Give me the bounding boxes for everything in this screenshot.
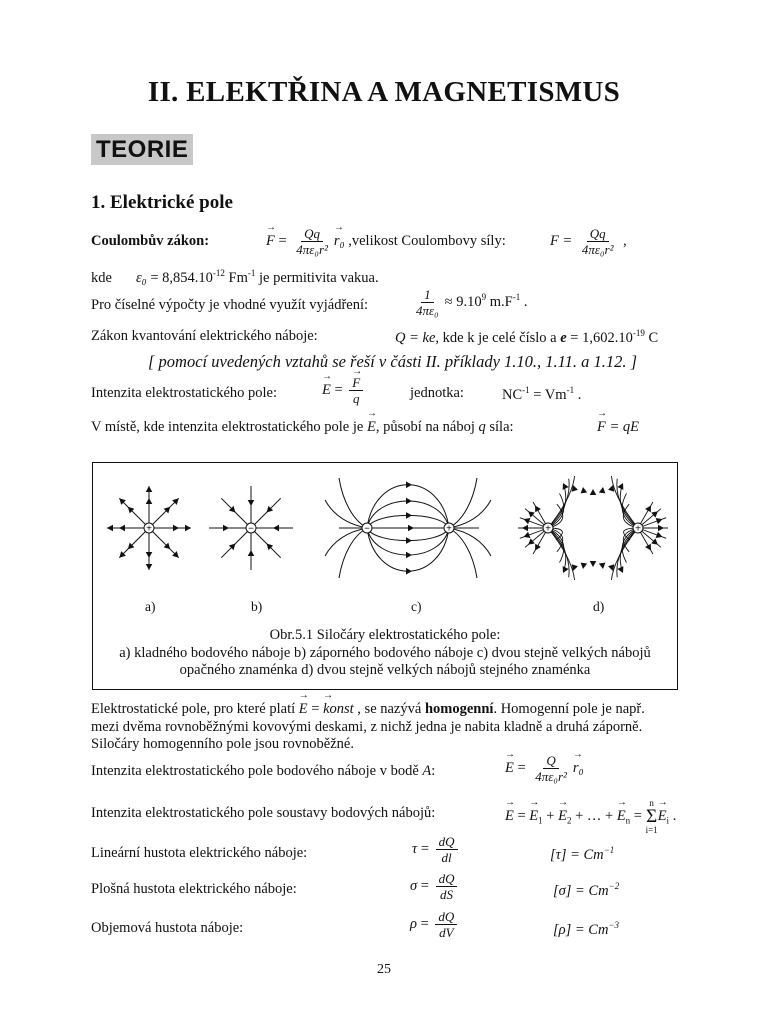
arrow-d-bottom	[581, 563, 588, 569]
dipole-outer-line	[339, 478, 367, 528]
arrow-b	[248, 500, 255, 506]
linear-text: Lineární hustota elektrického náboje:	[91, 845, 308, 861]
volume-text: Objemová hustota náboje:	[91, 920, 244, 936]
figure-caption-3: opačného znaménka d) dvou stejně velkých nábojů stejného znaménka	[179, 662, 591, 678]
like-charges-field	[518, 476, 668, 580]
arrow-a-end	[107, 525, 113, 532]
field-line-a	[119, 528, 149, 558]
arrow-d	[651, 511, 658, 517]
arrow-c	[406, 552, 412, 559]
dipole-inner-line	[367, 528, 449, 571]
arrow-a	[146, 552, 153, 558]
arrow-d-bottom	[563, 566, 569, 573]
charge-negative-b-sign: −	[248, 523, 254, 535]
arrow-d-top	[581, 487, 588, 493]
force-text: V místě, kde intenzita elektrostatického pole je → E, působí na náboj q síla:	[91, 419, 514, 436]
field-line-b	[251, 528, 281, 558]
dipole-inner-line	[367, 485, 449, 528]
field-line-b	[251, 498, 281, 528]
pane-label-b: b)	[251, 599, 263, 614]
quant-formula: Q = ke, kde k je celé číslo a $e = 1,602.10^{-19}$ C	[395, 328, 659, 346]
page-title: II. ELEKTŘINA A MAGNETISMUS	[147, 76, 621, 108]
field-line-b	[221, 528, 251, 558]
arrow-d-bottom	[599, 563, 606, 569]
section-heading: 1. Elektrické pole	[91, 192, 233, 213]
volume-unit: $[\rho] = Cm^{-3}$	[553, 920, 620, 938]
intensity-unit: $NC^{-1} = Vm^{-1}$ .	[502, 385, 582, 403]
arrow-a-end	[146, 486, 153, 492]
pane-label-a: a)	[145, 599, 156, 614]
pane-label-c: c)	[411, 599, 422, 614]
intensity-text: Intenzita elektrostatického pole:	[91, 385, 278, 401]
permittivity-line: kde $\varepsilon_0 = 8,854.10^{-12}$ $Fm^{-1}$ je permitivita vakua.	[91, 268, 379, 286]
intensity-formula: → E = → $\frac{F}{q}$	[322, 375, 366, 406]
arrow-d-bottom	[617, 566, 623, 573]
quant-text: Zákon kvantování elektrického náboje:	[91, 328, 318, 344]
arrow-c	[406, 498, 412, 505]
arrow-a-end	[185, 525, 191, 532]
arrow-d	[528, 538, 535, 544]
dipole-outer-line	[449, 478, 477, 528]
arrow-b	[273, 525, 279, 532]
coulomb-label: Coulombův zákon:	[91, 233, 210, 249]
arrow-d-top	[563, 483, 569, 490]
arrow-a	[119, 525, 125, 532]
dipole-outer-line	[339, 528, 367, 578]
negative-charge-field	[209, 486, 293, 570]
charge-positive-d1-sign: +	[545, 523, 551, 535]
teorie-badge: TEORIE	[91, 134, 193, 165]
charge-negative-c-sign: −	[364, 523, 370, 535]
arrow-a	[173, 525, 179, 532]
arrow-c-axis	[408, 525, 414, 532]
page-number: 25	[377, 962, 391, 977]
point-formula: → E = $\frac{Q}{\text{4πε₀r²}}$ → r₀	[505, 753, 584, 784]
homog-line-1: Elektrostatické pole, pro které platí → E = → konst , se nazývá homogenní. Homogenní pole je např.	[91, 701, 645, 718]
surface-formula: σ = $\frac{dQ}{dS}$	[410, 871, 460, 902]
arrow-c	[406, 512, 412, 519]
field-line-a	[149, 498, 179, 528]
arrow-b	[248, 550, 255, 556]
linear-unit: $[\tau] = Cm^{-1}$	[550, 845, 615, 863]
arrow-b	[223, 525, 229, 532]
surface-unit: $[\sigma] = Cm^{-2}$	[553, 881, 620, 899]
arrow-c	[406, 568, 412, 575]
arrow-d-top	[617, 483, 623, 490]
force-formula: → F = qE	[597, 419, 639, 436]
homog-line-3: Siločáry homogenního pole jsou rovnoběžné.	[91, 736, 354, 752]
charge-positive-c-sign: +	[446, 523, 452, 535]
arrow-d	[651, 538, 658, 544]
field-line-a	[149, 528, 179, 558]
intensity-unit-label: jednotka:	[410, 385, 464, 401]
volume-formula: ρ = $\frac{dQ}{dV}$	[410, 909, 460, 940]
arrow-a	[146, 498, 153, 504]
field-line-b	[221, 498, 251, 528]
arrow-d	[522, 525, 528, 532]
arrow-c	[406, 537, 412, 544]
arrow-d-top	[590, 489, 597, 495]
numeric-text: Pro číselné výpočty je vhodné využít vyjádření:	[91, 297, 369, 313]
arrow-d	[528, 511, 535, 517]
numeric-formula: $\frac{1}{\text{4πε₀}}$ ≈ $9.10^9$ $m.F^{-1}$ .	[416, 287, 528, 318]
arrow-d-top	[599, 487, 606, 493]
linear-formula: τ = $\frac{dQ}{dl}$	[412, 834, 461, 865]
field-line-a	[119, 498, 149, 528]
positive-charge-field	[107, 486, 191, 570]
system-text: Intenzita elektrostatického pole soustavy bodových nábojů:	[91, 805, 436, 821]
pane-label-d: d)	[593, 599, 605, 614]
figure-caption-2: a) kladného bodového náboje b) záporného bodového náboje c) dvou stejně velkých nábojů	[119, 645, 651, 661]
homog-line-2: mezi dvěma rovnoběžnými kovovými deskami, z nichž jedna je nabita kladně a druhá záporně.	[91, 719, 643, 735]
examples-note: [ pomocí uvedených vztahů se řeší v části II. příklady 1.10., 1.11. a 1.12. ]	[148, 352, 638, 371]
charge-positive-a-sign: +	[146, 523, 152, 535]
dipole-field	[325, 478, 491, 578]
coulomb-magnitude: F = $\frac{Qq}{\text{4πε₀r²}}$ ,	[550, 226, 627, 257]
point-text: Intenzita elektrostatického pole bodového náboje v bodě A:	[91, 763, 436, 779]
coulomb-law: → F = $\frac{Qq}{\text{4πε₀r²}}$ → r₀ ,velikost Coulombovy síly:	[266, 226, 506, 257]
figure-caption-1: Obr.5.1 Siločáry elektrostatického pole:	[269, 627, 501, 643]
arrow-d-bottom	[590, 561, 597, 567]
arrow-a-end	[146, 564, 153, 570]
arrow-d	[658, 525, 664, 532]
dipole-outer-line	[449, 528, 477, 578]
arrow-c	[406, 482, 412, 489]
system-formula: → E = → $E_1$ + → $E_2$ + … + → $E_n$ = n Σ i=1 → $E_i$ .	[505, 798, 676, 835]
surface-text: Plošná hustota elektrického náboje:	[91, 881, 297, 897]
charge-positive-d2-sign: +	[635, 523, 641, 535]
field-lines-figure	[92, 462, 678, 690]
